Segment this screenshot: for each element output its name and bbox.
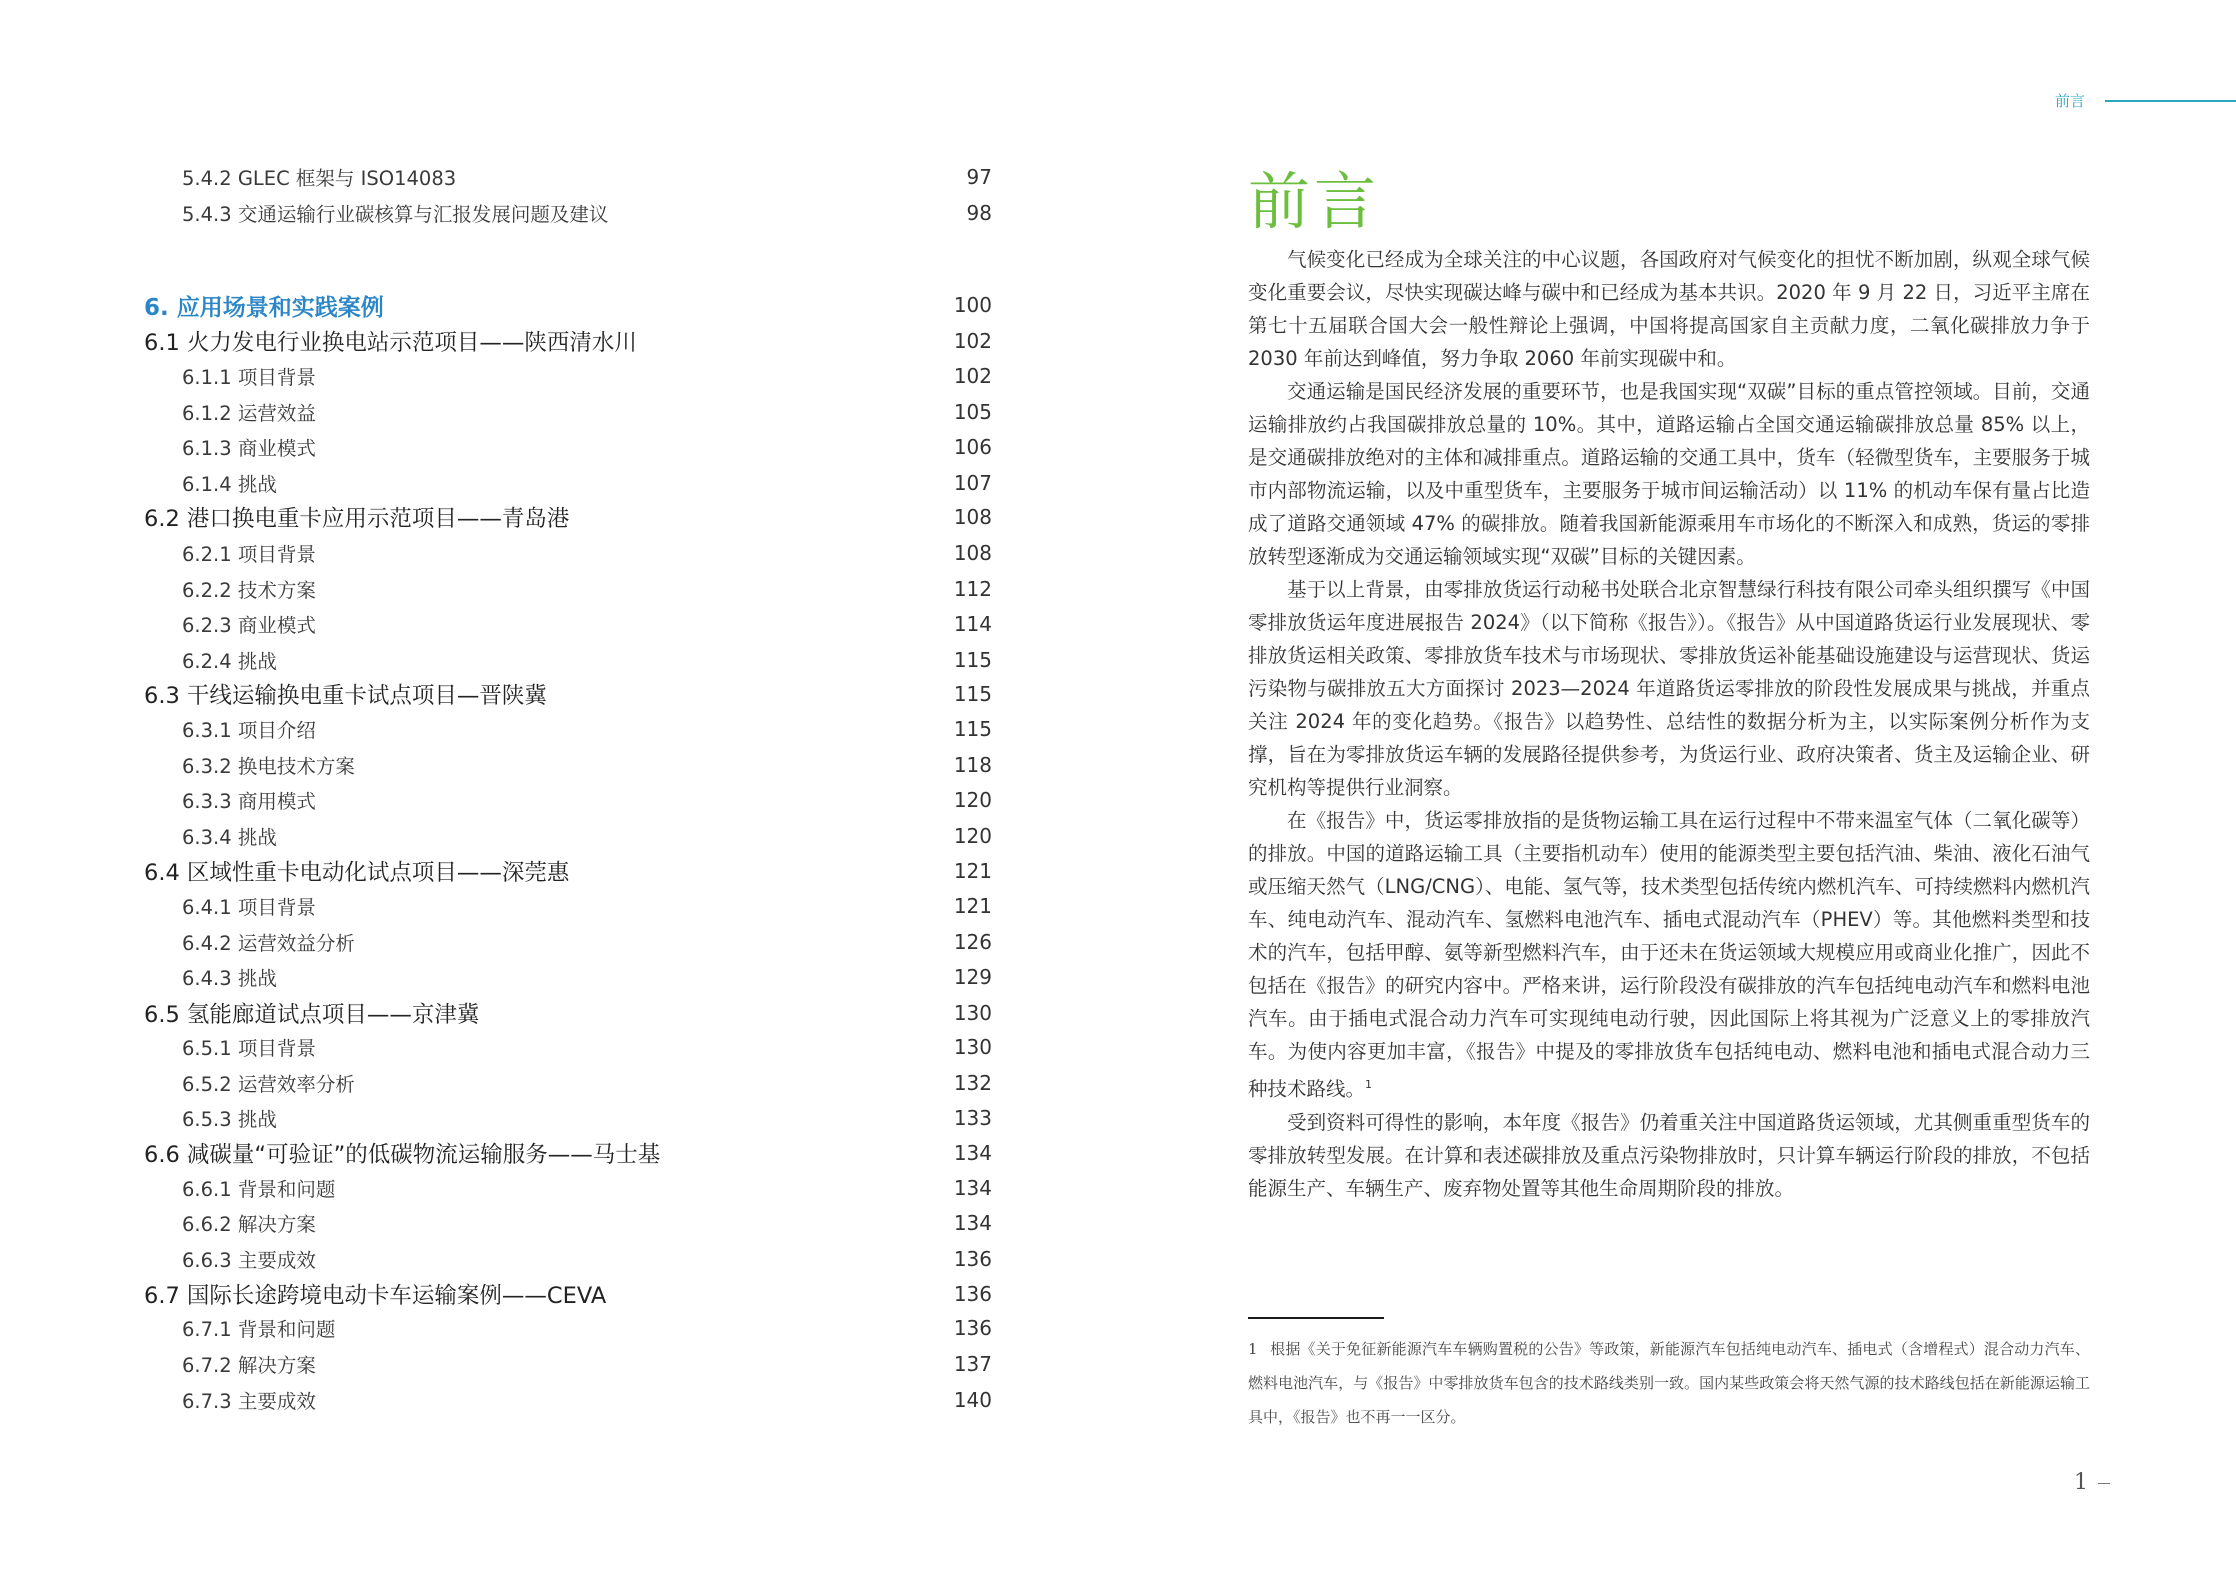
toc-subsection-entry[interactable] (144, 1171, 992, 1205)
toc-subsection-entry[interactable] (144, 607, 992, 641)
running-header-rule (2105, 100, 2236, 102)
toc-subsection-entry[interactable] (144, 1066, 992, 1100)
toc-section-entry[interactable] (144, 677, 992, 711)
toc-subsection-entry[interactable] (144, 430, 992, 464)
toc-entry-title: 6.4.3 挑战 (182, 967, 277, 990)
toc-subsection-entry[interactable] (144, 643, 992, 677)
toc-entry-page: 134 (953, 1211, 992, 1235)
toc-subsection-entry[interactable] (144, 1242, 992, 1276)
toc-entry-page: 120 (953, 788, 992, 812)
toc-subsection-entry[interactable] (144, 819, 992, 853)
preface-paragraph-4 (1248, 804, 2090, 1106)
toc-entry-page: 102 (953, 328, 992, 353)
toc-entry-page: 121 (953, 859, 992, 883)
toc-subsection-entry[interactable] (144, 960, 992, 994)
running-header: 前言 (2055, 92, 2086, 110)
toc-entry-title: 6.4.1 项目背景 (182, 896, 316, 919)
toc-entry-title: 6. 应用场景和实践案例 (144, 294, 384, 321)
preface-paragraph-2: 交通运输是国民经济发展的重要环节，也是我国实现“双碳”目标的重点管控领域。目前，交通运输排放约占我国碳排放总量的 10%。其中，道路运输占全国交通运输碳排放总量 85% 以上，是交通碳排放绝对的主体和减排重点。道路运输的交通工具中，货车（轻微型货车，主要服务于城市内部物流运输，以及中重型货车，主要服务于城市间运输活动）以 11% 的机动车保有量占比造成了道路交通领域 47% 的碳排放。随着我国新能源乘用车市场化的不断深入和成熟，货运的零排放转型逐渐成为交通运输领域实现“双碳”目标的关键因素。 (1248, 380, 2090, 568)
toc-entry-page: 136 (953, 1281, 992, 1306)
toc-entry-page: 118 (953, 752, 992, 777)
toc-entry-title: 6.2.3 商业模式 (182, 614, 316, 637)
toc-entry-title: 6.5.3 挑战 (182, 1108, 277, 1131)
toc-entry-page: 112 (953, 576, 992, 601)
toc-entry-page: 136 (953, 1316, 992, 1340)
toc-section-entry[interactable] (144, 500, 992, 534)
toc-entry-title: 6.2.4 挑战 (182, 649, 277, 673)
toc-entry-title: 6.4 区域性重卡电动化试点项目——深莞惠 (144, 860, 570, 886)
toc-subsection-entry[interactable] (144, 1101, 992, 1135)
toc-entry-page: 98 (966, 200, 992, 225)
toc-entry-title: 6.6.3 主要成效 (182, 1248, 316, 1272)
toc-entry-title: 6.6.1 背景和问题 (182, 1177, 336, 1201)
toc-entry-page: 115 (953, 681, 992, 706)
toc-entry-title: 6.1 火力发电行业换电站示范项目——陕西清水川 (144, 329, 637, 356)
toc-subsection-entry[interactable] (144, 536, 992, 570)
toc-subsection-entry[interactable] (144, 196, 992, 230)
toc-entry-title: 6.5.1 项目背景 (182, 1037, 316, 1060)
toc-entry-page: 129 (953, 965, 992, 989)
toc-entry-page: 140 (953, 1387, 992, 1412)
toc-chapter-entry[interactable] (144, 288, 992, 322)
toc-entry-title: 6.6 减碳量“可验证”的低碳物流运输服务——马士基 (144, 1141, 661, 1168)
toc-entry-page: 134 (953, 1140, 992, 1165)
toc-subsection-entry[interactable] (144, 925, 992, 959)
toc-entry-page: 114 (953, 612, 992, 636)
toc-entry-page: 97 (966, 165, 992, 189)
toc-entry-page: 137 (953, 1352, 992, 1376)
toc-section-entry[interactable] (144, 996, 992, 1030)
toc-entry-title: 6.2.1 项目背景 (182, 543, 316, 566)
toc-entry-title: 6.3.1 项目介绍 (182, 719, 316, 742)
toc-section-entry[interactable] (144, 1136, 992, 1170)
preface-body (1248, 243, 2090, 1205)
toc-subsection-entry[interactable] (144, 160, 992, 194)
page-number-dash (2098, 1483, 2110, 1484)
toc-subsection-entry[interactable] (144, 889, 992, 923)
toc-subsection-entry[interactable] (144, 1030, 992, 1064)
toc-entry-page: 136 (953, 1246, 992, 1271)
toc-entry-page: 130 (953, 1000, 992, 1025)
toc-entry-page: 100 (953, 293, 992, 317)
toc-entry-page: 120 (953, 823, 992, 848)
footnote-reference[interactable]: 1 (1365, 1078, 1373, 1091)
toc-subsection-entry[interactable] (144, 712, 992, 746)
toc-subsection-entry[interactable] (144, 1206, 992, 1240)
toc-section-entry[interactable] (144, 854, 992, 888)
toc-entry-title: 6.2.2 技术方案 (182, 578, 316, 602)
toc-subsection-entry[interactable] (144, 783, 992, 817)
toc-entry-page: 132 (953, 1070, 992, 1095)
toc-entry-title: 6.1.1 项目背景 (182, 366, 316, 389)
toc-subsection-entry[interactable] (144, 572, 992, 606)
toc-entry-page: 126 (953, 929, 992, 954)
toc-entry-page: 108 (953, 541, 992, 565)
toc-subsection-entry[interactable] (144, 395, 992, 429)
toc-subsection-entry[interactable] (144, 748, 992, 782)
toc-entry-page: 105 (953, 399, 992, 424)
footnote-number: 1 (1248, 1340, 1258, 1358)
preface-paragraph-3: 基于以上背景，由零排放货运行动秘书处联合北京智慧绿行科技有限公司牵头组织撰写《中国零排放货运年度进展报告 2024》（以下简称《报告》）。《报告》从中国道路货运行业发展现状、零排放货运相关政策、零排放货车技术与市场现状、零排放货运补能基础设施建设与运营现状、货运污染物与碳排放五大方面探讨 2023—2024 年道路货运零排放的阶段性发展成果与挑战，并重点关注 2024 年的变化趋势。《报告》以趋势性、总结性的数据分析为主，以实际案例分析作为支撑，旨在为零排放货运车辆的发展路径提供参考，为货运行业、政府决策者、货主及运输企业、研究机构等提供行业洞察。 (1248, 578, 2090, 799)
toc-subsection-entry[interactable] (144, 466, 992, 500)
toc-section-entry[interactable] (144, 324, 992, 358)
toc-entry-title: 6.2 港口换电重卡应用示范项目——青岛港 (144, 506, 570, 532)
toc-entry-title: 6.3.3 商用模式 (182, 790, 316, 813)
toc-entry-title: 6.5 氢能廊道试点项目——京津冀 (144, 1001, 480, 1028)
toc-entry-title: 6.7.2 解决方案 (182, 1354, 316, 1377)
toc-entry-page: 133 (953, 1106, 992, 1130)
toc-entry-page: 115 (953, 717, 992, 741)
toc-entry-title: 6.5.2 运营效率分析 (182, 1072, 355, 1096)
page-number: 1 (2074, 1470, 2088, 1495)
toc-entry-title: 6.7.1 背景和问题 (182, 1318, 336, 1341)
toc-entry-page: 107 (953, 470, 992, 495)
toc-entry-title: 6.6.2 解决方案 (182, 1213, 316, 1236)
toc-entry-title: 6.1.4 挑战 (182, 472, 277, 496)
toc-entry-title: 6.7 国际长途跨境电动卡车运输案例——CEVA (144, 1282, 607, 1309)
toc-entry-title: 6.3 干线运输换电重卡试点项目—晋陕冀 (144, 682, 547, 709)
toc-subsection-entry[interactable] (144, 1311, 992, 1345)
toc-entry-page: 108 (953, 505, 992, 529)
footnote (1248, 1332, 2090, 1434)
preface-paragraph-5: 受到资料可得性的影响，本年度《报告》仍着重关注中国道路货运领域，尤其侧重重型货车的零排放转型发展。在计算和表述碳排放及重点污染物排放时，只计算车辆运行阶段的排放，不包括能源生产、车辆生产、废弃物处置等其他生命周期阶段的排放。 (1248, 1110, 2090, 1200)
toc-subsection-entry[interactable] (144, 1383, 992, 1417)
toc-entry-page: 102 (953, 364, 992, 388)
toc-entry-title: 5.4.2 GLEC 框架与 ISO14083 (182, 167, 457, 190)
toc-entry-title: 6.1.2 运营效益 (182, 401, 316, 425)
toc-subsection-entry[interactable] (144, 359, 992, 393)
toc-entry-title: 6.4.2 运营效益分析 (182, 931, 355, 955)
toc-entry-page: 121 (953, 894, 992, 918)
toc-subsection-entry[interactable] (144, 1347, 992, 1381)
toc-entry-title: 6.7.3 主要成效 (182, 1389, 316, 1413)
toc-entry-page: 130 (953, 1035, 992, 1059)
footnote-divider (1248, 1317, 1384, 1319)
toc-section-entry[interactable] (144, 1277, 992, 1311)
footnote-text: 根据《关于免征新能源汽车车辆购置税的公告》等政策，新能源汽车包括纯电动汽车、插电式（含增程式）混合动力汽车、燃料电池汽车，与《报告》中零排放货车包含的技术路线类别一致。国内某些政策会将天然气源的技术路线包括在新能源运输工具中，《报告》也不再一一区分。 (1248, 1340, 2090, 1426)
preface-paragraph-1: 气候变化已经成为全球关注的中心议题，各国政府对气候变化的担忧不断加剧，纵观全球气候变化重要会议，尽快实现碳达峰与碳中和已经成为基本共识。2020 年 9 月 22 日，习近平主席在第七十五届联合国大会一般性辩论上强调，中国将提高国家自主贡献力度，二氧化碳排放力争于 2030 年前达到峰值，努力争取 2060 年前实现碳中和。 (1248, 248, 2090, 370)
preface-title: 前言 (1248, 165, 1381, 238)
toc-entry-title: 5.4.3 交通运输行业碳核算与汇报发展问题及建议 (182, 202, 609, 226)
preface-paragraph-4-text: 在《报告》中，货运零排放指的是货物运输工具在运行过程中不带来温室气体（二氧化碳等）的排放。中国的道路运输工具（主要指机动车）使用的能源类型主要包括汽油、柴油、液化石油气或压缩天然气（LNG/CNG）、电能、氢气等，技术类型包括传统内燃机汽车、可持续燃料内燃机汽车、纯电动汽车、混动汽车、氢燃料电池汽车、插电式混动汽车（PHEV）等。其他燃料类型和技术的汽车，包括甲醇、氨等新型燃料汽车，由于还未在货运领域大规模应用或商业化推广，因此不包括在《报告》的研究内容中。严格来讲，运行阶段没有碳排放的汽车包括纯电动汽车和燃料电池汽车。由于插电式混合动力汽车可实现纯电动行驶，因此国际上将其视为广泛意义上的零排放汽车。为使内容更加丰富，《报告》中提及的零排放货车包括纯电动、燃料电池和插电式混合动力三种技术路线。 (1248, 809, 2090, 1101)
toc-entry-title: 6.3.4 挑战 (182, 825, 277, 849)
toc-entry-title: 6.3.2 换电技术方案 (182, 754, 355, 778)
toc-entry-page: 115 (953, 647, 992, 672)
toc-entry-title: 6.1.3 商业模式 (182, 437, 316, 460)
toc-entry-page: 134 (953, 1175, 992, 1200)
toc-entry-page: 106 (953, 435, 992, 459)
